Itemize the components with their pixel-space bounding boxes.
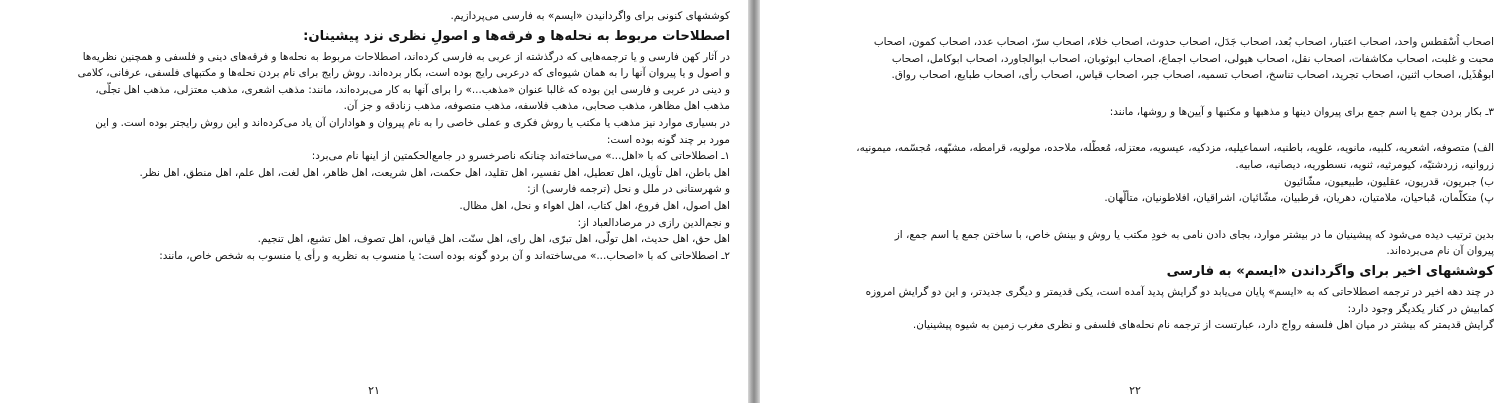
example-line: پ) متکلّمان، مُباحیان، ملامتیان، دهریان، قرطبیان، مشّائیان، اشراقیان، افلاطونیان، متألّهان. bbox=[1104, 192, 1494, 205]
paragraph-line: و نجم‌الدین رازی در مرصادالعباد از: bbox=[577, 216, 730, 229]
paragraph-line: ابوهُذَیل، اصحاب اثنین، اصحاب تجرید، اصحاب تناسخ، اصحاب تسمیه، اصحاب جبر، اصحاب قیاس، اصحاب رأی، اصحاب طبایع، اصحاب رواق. bbox=[891, 69, 1494, 82]
section-heading-terms: اصطلاحات مربوط به نحله‌ها و فرقه‌ها و اصولِ نظری نزد پیشینان: bbox=[303, 28, 730, 44]
intro-line: کوششهای کنونی برای واگردانیدن «ایسم» به فارسی می‌پردازیم. bbox=[450, 10, 730, 22]
paragraph-line: در چند دهه اخیر در ترجمه اصطلاحاتی که به «ایسم» پایان می‌یابد دو گرایش پدید آمده است، یکی قدیمتر و دیگری جدیدتر، و این دو گرایش امروزه bbox=[865, 285, 1494, 298]
paragraph-line: در آثار کهن فارسی و یا ترجمه‌هایی که درگذشته از عربی به فارسی کرده‌اند، اصطلاحات مربوط به نحله‌ها و فرقه‌های دینی و فلسفی و همچنین نظریه‌ها bbox=[82, 50, 730, 63]
paragraph-line: مورد بر چند گونه بوده است: bbox=[606, 133, 730, 146]
paragraph-line: پیروان آن نام می‌برده‌اند. bbox=[1386, 245, 1494, 258]
page-21-text bbox=[12, 8, 730, 264]
paragraph-line: محبت و غلبت، اصحاب مکاشفات، اصحاب نقل، اصحاب هیولی، اصحاب اجماع، اصحاب ابوثوبان، اصحاب ابوالجاورد، اصحاب ابوکامل، اصحاب bbox=[891, 52, 1494, 65]
example-line: ب) جبریون، قدریون، عقلیون، طبیعیون، مشّائیون bbox=[1283, 175, 1494, 188]
list-item-1: ۱ـ اصطلاحاتی که با «اهل...» می‌ساخته‌اند چنانکه ناصرخسرو در جامع‌الحکمتین از اینها نام می‌برد: bbox=[311, 150, 730, 163]
paragraph-line: کمابیش در کنار یکدیگر وجود دارد: bbox=[1347, 302, 1494, 315]
paragraph-line: اهل حق، اهل حدیث، اهل تولّی، اهل تبرّی، اهل رای، اهل سنّت، اهل قیاس، اهل تصوف، اهل تشیع، اهل تنجیم. bbox=[257, 233, 730, 246]
section-heading-ism: کوششهای اخیر برای واگرداندن «ایسم» به فارسی bbox=[1166, 263, 1494, 279]
page-number: ۲۲ bbox=[1129, 384, 1141, 397]
paragraph-line: اهل اصول، اهل فروع، اهل کتاب، اهل اهواء و نحل، اهل مظال. bbox=[459, 199, 730, 212]
paragraph-line: اصحاب اُسْقطس واحد، اصحاب اعتبار، اصحاب بُعد، اصحاب جَدَل، اصحاب حدوث، اصحاب خلاء، اصحاب سرّ، اصحاب عدد، اصحاب کمون، اصحاب bbox=[873, 36, 1494, 48]
paragraph-line: و شهرستانی در ملل و نحل (ترجمه فارسی) از: bbox=[527, 183, 730, 196]
paragraph-line: بدین ترتیب دیده می‌شود که پیشینیان ما در بیشتر موارد، بجای دادن نامی به خودِ مکتب یا روش و بینش خاص، با ساختن جمع یا اسم جمع، از bbox=[894, 228, 1494, 241]
book-gutter bbox=[748, 0, 760, 403]
page-22 bbox=[760, 0, 1510, 403]
paragraph-line: و دینی در عربی و فارسی این بوده که غالبا عنوان «مذهب...» را برای آنها به کار می‌برده‌اند، مانند: مذهب اشعری، مذهب معتزلی، مذهب اهل تجلّی، bbox=[95, 83, 730, 96]
example-line: الف) متصوفه، اشعریه، کلبیه، مانویه، علویه، باطنیه، اسماعیلیه، مزدکیه، عیسویه، معتزله، مُعطّله، ملاحده، مولویه، قرامطه، مشبّهه، مُجسّمه، میمونیه، bbox=[856, 142, 1494, 155]
paragraph-line: گرایش قدیمتر که بیشتر در میان اهل فلسفه رواج دارد، عبارتست از ترجمه نام نحله‌های فلسفی و نظری مغرب زمین به شیوه پیشینیان. bbox=[912, 319, 1494, 332]
page-21 bbox=[0, 0, 748, 403]
page-22-text bbox=[772, 8, 1494, 334]
list-item-2: ۲ـ اصطلاحاتی که با «اصحاب...» می‌ساخته‌اند و آن بردو گونه بوده است: یا منسوب به نظریه و رأی یا منسوب به شخص خاص، مانند: bbox=[159, 249, 730, 262]
paragraph-line: اهل باطن، اهل تأویل، اهل تعطیل، اهل تفسیر، اهل تقلید، اهل حکمت، اهل شریعت، اهل ظاهر، اهل لغت، اهل علم، اهل منطق، اهل نظر. bbox=[139, 166, 730, 179]
paragraph-line: در بسیاری موارد نیز مذهب یا مکتب یا روش فکری و عملی خاصی را به نام پیروان و هواداران آن یاد می‌کرده‌اند و این روش رایجتر بوده است. و این bbox=[95, 116, 730, 129]
paragraph-line: و اصول و یا پیروان آنها را به همان شیوه‌ای که درعربی رایج بوده است، بکار برده‌اند. روش رایج برای نام بردن نحله‌ها و مکتبهای فلسفی، عرفانی، کلامی bbox=[77, 67, 730, 80]
page-number: ۲۱ bbox=[368, 384, 380, 397]
example-line: زروانیه، زردشتیّه، کیومرثیه، ثنویه، نسطوریه، دیصانیه، صابیه. bbox=[1235, 158, 1494, 171]
list-item-3: ۳ـ بکار بردن جمع یا اسم جمع برای پیروان دینها و مذهبها و مکتبها و آیین‌ها و روشها، مانند: bbox=[1109, 105, 1494, 118]
paragraph-line: مذهب اهل مظاهر، مذهب صحابی، مذهب فلاسفه، مذهب متصوفه، مذهب زنادقه و جز آن. bbox=[343, 100, 730, 113]
